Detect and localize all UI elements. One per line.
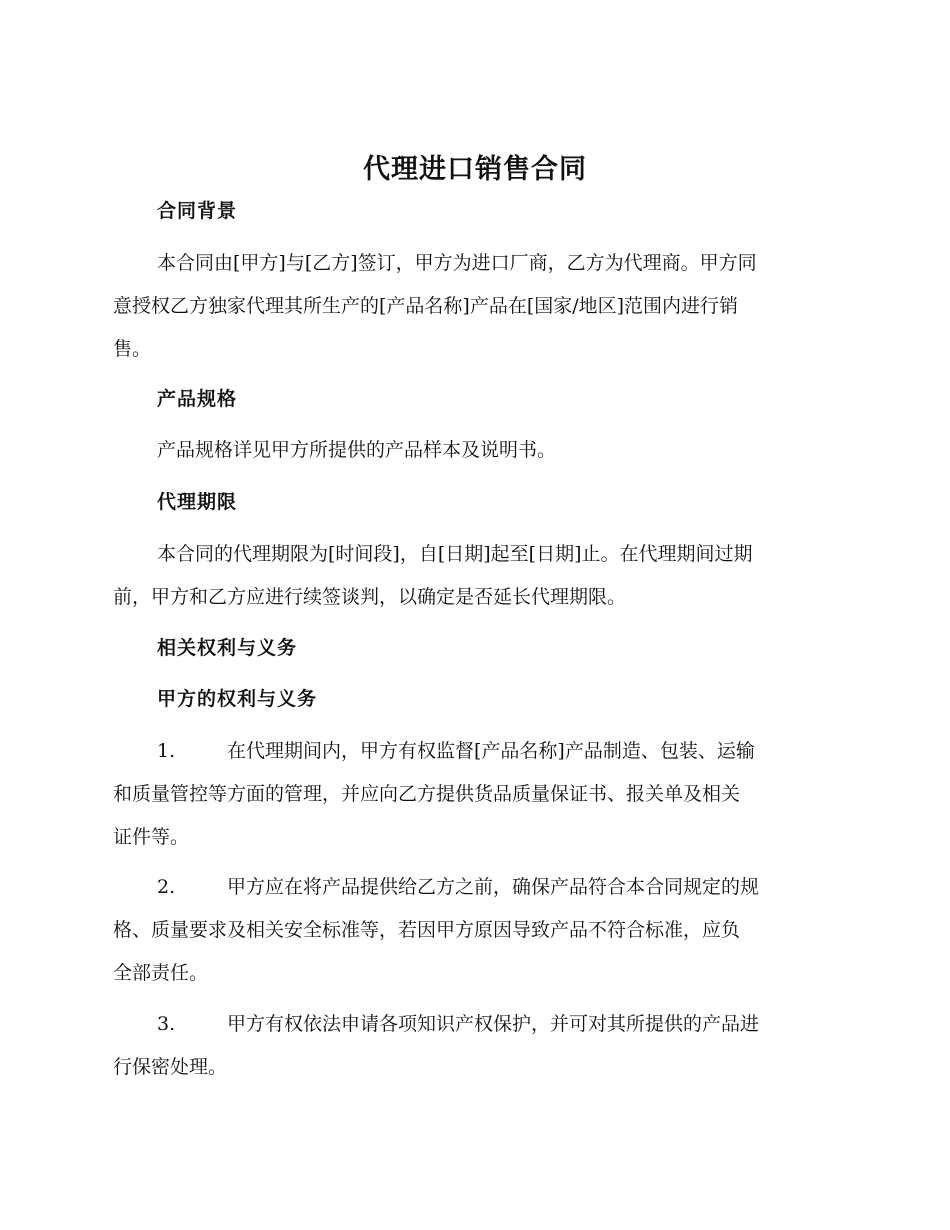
list-item-number: 1. bbox=[157, 740, 176, 762]
paragraph-line: 和质量管控等方面的管理，并应向乙方提供货品质量保证书、报关单及相关 bbox=[113, 783, 741, 805]
list-item-3 bbox=[113, 1003, 833, 1089]
section-heading-rights: 相关权利与义务 bbox=[157, 637, 298, 659]
section-heading-party-a: 甲方的权利与义务 bbox=[157, 688, 318, 710]
paragraph-line: 在代理期间内，甲方有权监督[产品名称]产品制造、包装、运输 bbox=[227, 740, 755, 762]
section-heading-spec: 产品规格 bbox=[157, 388, 238, 410]
list-item-2 bbox=[113, 866, 833, 995]
section-heading-background: 合同背景 bbox=[157, 200, 238, 222]
paragraph-line: 意授权乙方独家代理其所生产的[产品名称]产品在[国家/地区]范围内进行销 bbox=[113, 295, 739, 317]
list-item-number: 2. bbox=[157, 876, 176, 898]
paragraph-line: 全部责任。 bbox=[113, 962, 209, 984]
paragraph-line: 本合同由[甲方]与[乙方]签订，甲方为进口厂商，乙方为代理商。甲方同 bbox=[157, 252, 757, 274]
document-title: 代理进口销售合同 bbox=[363, 154, 587, 185]
paragraph-term bbox=[113, 533, 833, 619]
paragraph-line: 前，甲方和乙方应进行续签谈判，以确定是否延长代理期限。 bbox=[113, 586, 627, 608]
paragraph-line: 本合同的代理期限为[时间段]，自[日期]起至[日期]止。在代理期间过期 bbox=[157, 543, 753, 565]
paragraph-line: 甲方应在将产品提供给乙方之前，确保产品符合本合同规定的规 bbox=[227, 876, 760, 898]
list-item-number: 3. bbox=[157, 1013, 176, 1035]
paragraph-background bbox=[113, 242, 833, 371]
paragraph-line: 甲方有权依法申请各项知识产权保护，并可对其所提供的产品进 bbox=[227, 1013, 760, 1035]
paragraph-line: 格、质量要求及相关安全标准等，若因甲方原因导致产品不符合标准，应负 bbox=[113, 919, 741, 941]
paragraph-spec bbox=[113, 429, 833, 472]
paragraph-line: 售。 bbox=[113, 338, 152, 360]
paragraph-line: 行保密处理。 bbox=[113, 1056, 228, 1078]
list-item-1 bbox=[113, 730, 833, 859]
paragraph-line: 产品规格详见甲方所提供的产品样本及说明书。 bbox=[157, 439, 557, 461]
paragraph-line: 证件等。 bbox=[113, 826, 190, 848]
section-heading-term: 代理期限 bbox=[157, 491, 238, 513]
